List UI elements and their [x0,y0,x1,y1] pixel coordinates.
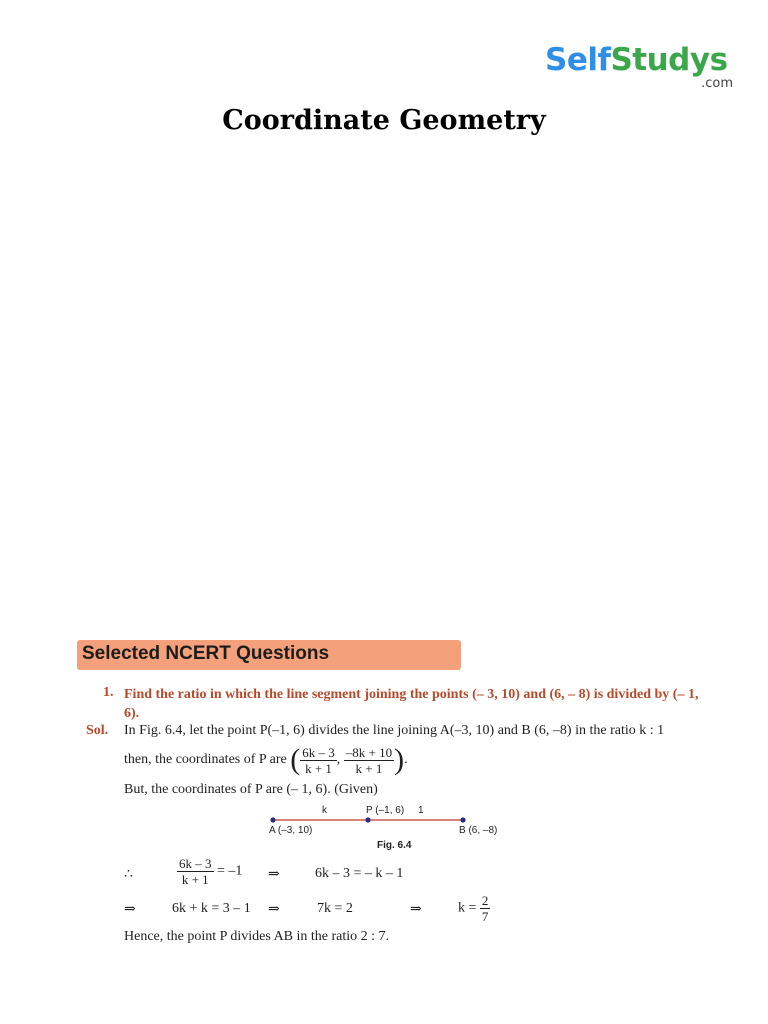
close-paren: ) [394,743,405,776]
point-b [460,817,465,822]
implies-symbol-1: ⇒ [268,867,280,882]
logo-self: Self [545,42,611,78]
section-banner-label: Selected NCERT Questions [82,643,330,664]
logo-studys: Studys [610,42,728,78]
open-paren: ( [290,743,301,776]
equation-1-fraction [177,856,242,887]
eq2c-denominator: 7 [481,909,489,924]
fraction-y-numerator: –8k + 10 [345,744,393,760]
fraction-y [344,745,394,776]
figure-6-4 [260,800,510,860]
eq1-denominator: k + 1 [181,872,209,887]
question-number: 1. [103,685,114,700]
eq2c-fraction [480,893,491,924]
point-p [365,817,370,822]
solution-label: Sol. [86,723,109,738]
fraction-x [300,745,337,776]
solution-line-2: then, the coordinates of P are ( $\frac{6k - 3}{k + 1}$ , $\frac{-8k + 10}{k + 1}$ ). [124,743,408,776]
implies-symbol-2: ⇒ [124,902,136,917]
eq1-fraction [177,856,214,887]
equation-2b: 7k = 2 [317,901,353,916]
label-a: A (–3, 10) [269,825,313,836]
question-text: Find the ratio in which the line segment joining the points (– 3, 10) and (6, – 8) is divided by (– 1, 6). [124,687,699,721]
fraction-x-numerator: 6k – 3 [302,744,335,760]
label-k: k [322,805,327,816]
section-banner [77,640,461,670]
implies-symbol-3: ⇒ [268,902,280,917]
solution-line-2-prefix: then, the coordinates of P are [124,752,287,768]
therefore-symbol: ∴ [124,867,133,882]
point-a [270,817,275,822]
solution-conclusion: Hence, the point P divides AB in the ratio 2 : 7. [124,929,390,944]
equation-1-result: 6k – 3 = – k – 1 [315,866,404,881]
solution-line-3: But, the coordinates of P are (– 1, 6). (Given) [124,782,378,797]
eq2c-lhs: k = [458,900,477,916]
selfstudys-logo [545,40,735,96]
logo-com: .com [701,76,733,91]
logo-wordmark [545,40,728,80]
equation-2c [458,893,490,924]
fraction-x-denominator: k + 1 [305,760,332,776]
implies-symbol-4: ⇒ [410,902,422,917]
page-title: Coordinate Geometry [222,105,546,136]
fraction-y-denominator: k + 1 [355,760,383,776]
equation-2a: 6k + k = 3 – 1 [172,901,251,916]
eq1-numerator: 6k – 3 [179,856,212,871]
label-b: B (6, –8) [459,825,498,836]
eq2c-numerator: 2 [481,893,489,908]
label-ratio-1: 1 [418,805,424,816]
solution-line-1: In Fig. 6.4, let the point P(–1, 6) divides the line joining A(–3, 10) and B (6, –8) in the ratio k : 1 [124,723,665,738]
eq1-rhs: = –1 [217,863,243,879]
label-p: P (–1, 6) [366,805,405,816]
figure-caption: Fig. 6.4 [377,840,412,851]
